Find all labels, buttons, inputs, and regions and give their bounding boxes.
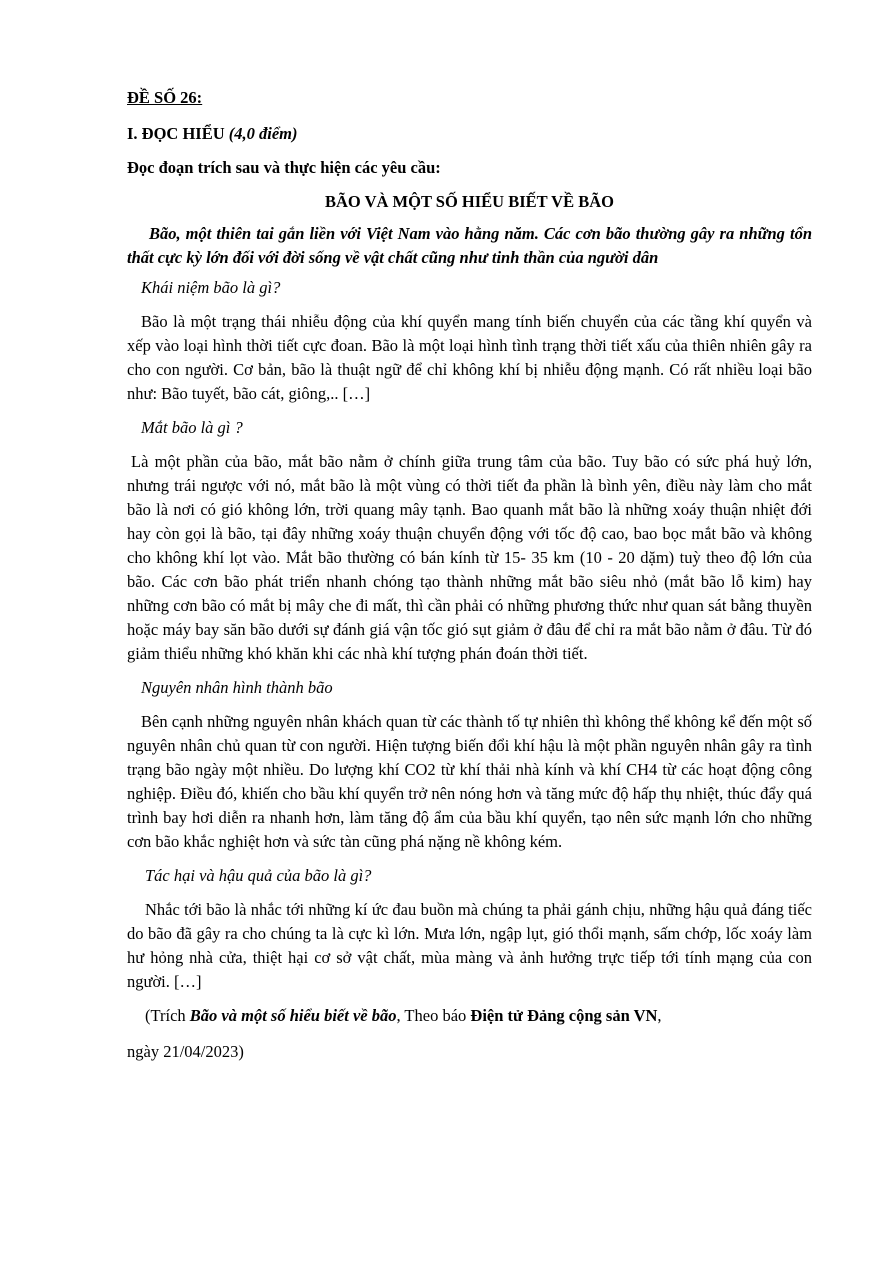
exam-code: ĐỀ SỐ 26: <box>127 88 203 107</box>
article-lead: Bão, một thiên tai gắn liền với Việt Nam vào hằng năm. Các cơn bão thường gây ra những tổn thất cực kỳ lớn đối với đời sống về vật chất cũng như tinh thần của người dân <box>127 224 812 267</box>
instruction: Đọc đoạn trích sau và thực hiện các yêu cầu: <box>127 158 441 177</box>
paragraph-causes: Bên cạnh những nguyên nhân khách quan từ các thành tố tự nhiên thì không thể không kể đến một số nguyên nhân chủ quan từ con người. Hiện tượng biến đổi khí hậu là một phần nguyên nhân gây ra tình trạng bão ngày một nhiều. Do lượng khí CO2 từ khí thải nhà kính và khí CH4 từ các hoạt động công nghiệp. Điều đó, khiến cho bầu khí quyển trở nên nóng hơn và tăng mức độ hấp thụ nhiệt, thúc đẩy quá trình bay hơi diễn ra nhanh hơn, làm tăng độ ẩm của bầu khí quyển, tạo nên sức mạnh lớn cho những cơn bão khắc nghiệt hơn và sức tàn cũng phá nặng nề không kém. <box>127 712 812 851</box>
article-title: BÃO VÀ MỘT SỐ HIỂU BIẾT VỀ BÃO <box>325 192 614 211</box>
subhead-storm-eye: Mắt bão là gì ? <box>141 418 243 437</box>
paragraph-storm-eye: Là một phần của bão, mắt bão nằm ở chính giữa trung tâm của bão. Tuy bão có sức phá huỷ lớn, nhưng trái ngược với nó, mắt bão là một vùng có thời tiết đa phần là bình yên, điều này làm cho mắt bão là nơi có gió không lớn, trời quang mây tạnh. Bao quanh mắt bão là những xoáy thuận nhiệt đới hay còn gọi là bão, tại đây những xoáy thuận chuyển động với tốc độ cao, bao bọc mắt bão và không cho không khí lọt vào. Mắt bão thường có bán kính từ 15- 35 km (10 - 20 dặm) tuỳ theo độ lớn của bão. Các cơn bão phát triển nhanh chóng tạo thành những mắt bão siêu nhỏ (mắt bão lỗ kim) hay những cơn bão có mắt bị mây che đi mất, thì cần phải có những phương thức như quan sát bằng thuyền hoặc máy bay săn bão dưới sự đánh giá vận tốc gió sụt giảm ở đâu để chỉ ra mắt bão nằm ở đâu. Từ đó giảm thiểu những khó khăn khi các nhà khí tượng phán đoán thời tiết. <box>127 452 812 663</box>
subhead-consequences: Tác hại và hậu quả của bão là gì? <box>145 866 372 885</box>
source-work-title: Bão và một số hiểu biết về bão <box>189 1006 397 1025</box>
section-title <box>127 122 812 146</box>
paragraph-definition: Bão là một trạng thái nhiễu động của khí quyển mang tính biến chuyển của các tầng khí quyển và xếp vào loại hình thời tiết cực đoan. Bão là một loại hình tình trạng thời tiết xấu của thiên nhiên gây ra cho con người. Cơ bản, bão là thuật ngữ để chỉ không khí bị nhiễu động mạnh. Có rất nhiều loại bão như: Bão tuyết, bão cát, giông,.. […] <box>127 312 812 403</box>
subhead-causes: Nguyên nhân hình thành bão <box>141 678 333 697</box>
section-title-text: I. ĐỌC HIỂU <box>127 124 225 143</box>
source-middle: , Theo báo <box>396 1006 471 1025</box>
source-publisher: Điện tử Đảng cộng sản VN <box>470 1006 658 1025</box>
source-prefix: (Trích <box>145 1006 190 1025</box>
subhead-definition: Khái niệm bão là gì? <box>141 278 281 297</box>
section-points: (4,0 điểm) <box>228 124 298 143</box>
source-date: ngày 21/04/2023) <box>127 1042 244 1061</box>
paragraph-consequences: Nhắc tới bão là nhắc tới những kí ức đau buồn mà chúng ta phải gánh chịu, những hậu quả đáng tiếc do bão đã gây ra cho chúng ta là cực kì lớn. Mưa lớn, ngập lụt, gió thổi mạnh, sấm chớp, lốc xoáy làm hư hỏng nhà cửa, thiệt hại cơ sở vật chất, mùa màng và ảnh hưởng trực tiếp tới tính mạng của con người. […] <box>127 900 812 991</box>
document-page <box>127 86 812 1064</box>
source-citation <box>127 1004 812 1028</box>
source-suffix: , <box>657 1006 662 1025</box>
